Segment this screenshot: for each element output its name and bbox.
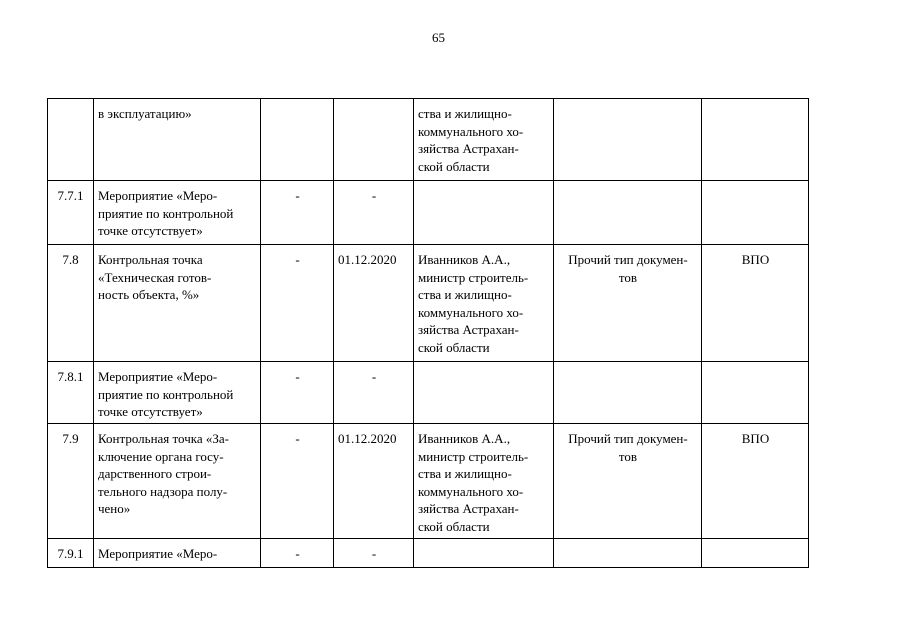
control-level-cell — [702, 181, 809, 245]
table-row — [48, 424, 809, 539]
row-number-cell: 7.7.1 — [48, 181, 94, 245]
document-type-cell — [554, 362, 702, 424]
event-name-cell: в эксплуатацию» — [94, 99, 261, 181]
control-level-cell — [702, 99, 809, 181]
start-date-cell: - — [261, 181, 334, 245]
document-type-cell — [554, 181, 702, 245]
event-name-cell: Контрольная точка «Техническая готов- ность объекта, %» — [94, 245, 261, 362]
event-name-cell: Мероприятие «Меро- — [94, 539, 261, 568]
end-date-cell: 01.12.2020 — [334, 245, 414, 362]
table-row — [48, 181, 809, 245]
document-type-cell: Прочий тип докумен- тов — [554, 245, 702, 362]
document-type-cell — [554, 99, 702, 181]
responsible-cell — [414, 181, 554, 245]
start-date-cell — [261, 99, 334, 181]
document-type-cell — [554, 539, 702, 568]
end-date-cell: - — [334, 362, 414, 424]
responsible-cell: Иванников А.А., министр строитель- ства и жилищно- коммунального хо- зяйства Астрахан- ской области — [414, 424, 554, 539]
table-row — [48, 245, 809, 362]
control-level-cell — [702, 539, 809, 568]
start-date-cell: - — [261, 245, 334, 362]
row-number-cell — [48, 99, 94, 181]
end-date-cell: - — [334, 181, 414, 245]
row-number-cell: 7.8 — [48, 245, 94, 362]
end-date-cell: 01.12.2020 — [334, 424, 414, 539]
start-date-cell: - — [261, 362, 334, 424]
responsible-cell — [414, 539, 554, 568]
table-row — [48, 362, 809, 424]
page-number: 65 — [432, 30, 445, 45]
responsible-cell — [414, 362, 554, 424]
row-number-cell: 7.9 — [48, 424, 94, 539]
control-level-cell: ВПО — [702, 245, 809, 362]
control-level-cell — [702, 362, 809, 424]
event-name-cell: Мероприятие «Меро- приятие по контрольной точке отсутствует» — [94, 362, 261, 424]
row-number-cell: 7.8.1 — [48, 362, 94, 424]
responsible-cell: ства и жилищно- коммунального хо- зяйства Астрахан- ской области — [414, 99, 554, 181]
table-row — [48, 99, 809, 181]
control-points-table — [47, 98, 809, 568]
end-date-cell — [334, 99, 414, 181]
event-name-cell: Контрольная точка «За- ключение органа госу- дарственного строи- тельного надзора полу- чено» — [94, 424, 261, 539]
event-name-cell: Мероприятие «Меро- приятие по контрольной точке отсутствует» — [94, 181, 261, 245]
document-type-cell: Прочий тип докумен- тов — [554, 424, 702, 539]
end-date-cell: - — [334, 539, 414, 568]
responsible-cell: Иванников А.А., министр строитель- ства и жилищно- коммунального хо- зяйства Астрахан- ской области — [414, 245, 554, 362]
start-date-cell: - — [261, 539, 334, 568]
table-row — [48, 539, 809, 568]
row-number-cell: 7.9.1 — [48, 539, 94, 568]
control-level-cell: ВПО — [702, 424, 809, 539]
start-date-cell: - — [261, 424, 334, 539]
